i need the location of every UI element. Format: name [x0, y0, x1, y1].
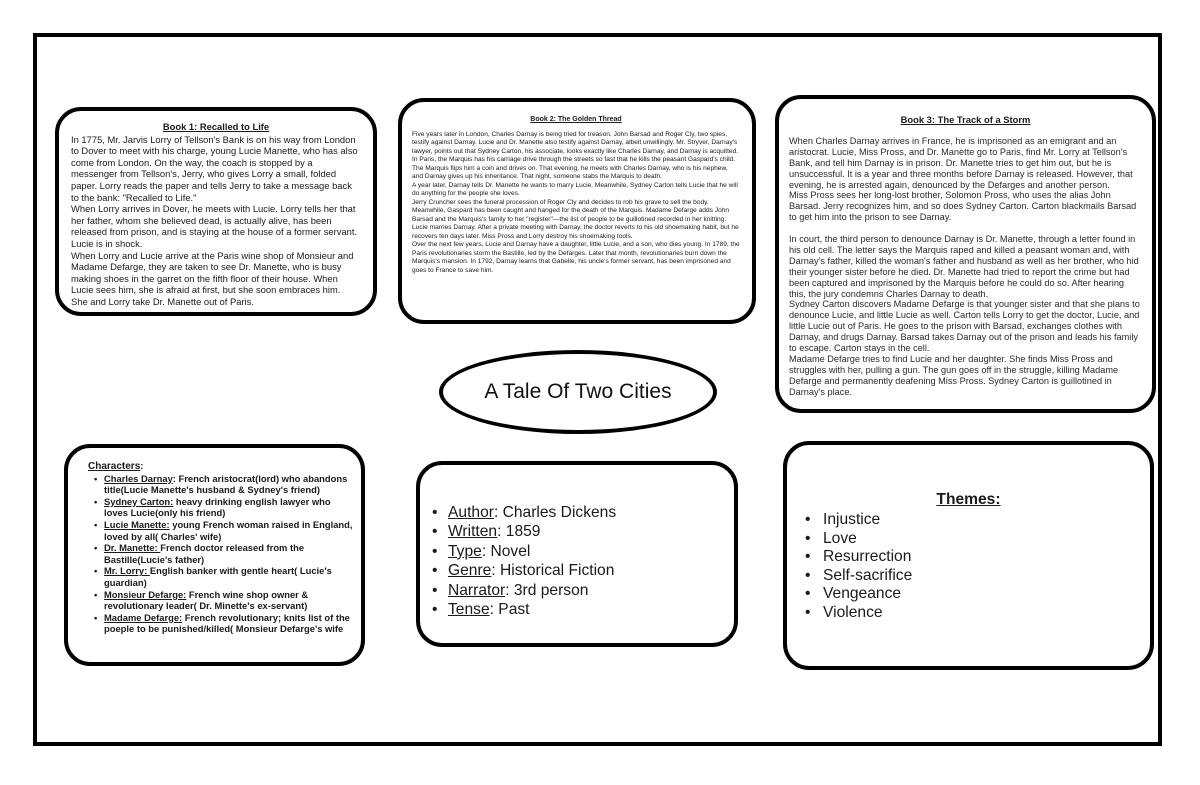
book3-paragraph: Sydney Carton discovers Madame Defarge is that younger sister and that she plans to denounce Lucie, and little Lucie as well. Carton tells Lorry to get the doctor, Lucie, and little Lucie out of Paris. He goes to the prison with Barsad, exchanges clothes with Darnay, and drugs Darnay. Barsad takes Darnay out of the prison and leads his family to escape. Carton stays in the cell. — [789, 299, 1140, 354]
character-desc: French wine shop owner & revolutionary leader( Dr. Minette's ex-servant) — [104, 588, 309, 612]
themes-box — [783, 441, 1154, 670]
theme-item: • Love — [805, 530, 1140, 549]
characters-header-label: Characters — [88, 461, 141, 472]
book3-title: Book 3: The Track of a Storm — [900, 114, 1031, 125]
book2-paragraph: In Paris, the Marquis has his carriage drive through the streets so fast that he kills the peasant Gaspard's child. The Marquis flips him a coin and drives on. That evening, he meets with Charles Darnay, who is his nephew, and Darnay gives up his inheritance. That night, someone stabs the Marquis to death. — [412, 156, 736, 180]
character-item — [96, 589, 353, 612]
book1-paragraph: When Lorry and Lucie arrive at the Paris wine shop of Monsieur and Madame Defarge, they are taken to see Dr. Manette, who is busy making shoes in the garret on the fifth floor of their house. When Lucie sees him, she is afraid at first, but she soon embraces him. — [71, 249, 354, 296]
book2-box — [398, 98, 756, 324]
info-value: : 3rd person — [505, 581, 589, 599]
info-value: : Historical Fiction — [491, 562, 615, 580]
book2-title: Book 2: The Golden Thread — [530, 116, 622, 123]
character-item — [96, 496, 353, 519]
book3-paragraph: In court, the third person to denounce Darnay is Dr. Manette, through a letter found in his old cell. The letter says the Marquis raped and killed a peasant woman and, with Darnay's father, killed the woman's father and husband as well as her brother, who hid their younger sister before he died. Dr. Manette had tried to report the crime but had been captured and imprisoned by the Marquis before he could do so. After hearing this, the jury condemns Charles Darnay to death. — [789, 234, 1139, 299]
book-info-box — [416, 461, 738, 647]
book2-paragraph: Over the next few years, Lucie and Darnay have a daughter, little Lucie, and a son, who dies young. In 1789, the Paris revolutionaries storm the Bastille, led by the Defarges. Later that month, revolutionaries burn down the Marquis's mansion. In 1792, Darnay learns that Gabelle, his uncle's former servant, has been imprisoned and goes to France to save him. — [412, 241, 740, 274]
info-item — [432, 522, 726, 541]
character-name: Dr. Manette: — [104, 542, 161, 554]
character-name: Charles Darnay — [104, 472, 173, 484]
character-desc: English banker with gentle heart( Lucie's guardian) — [104, 565, 332, 588]
character-item — [96, 473, 353, 496]
theme-item: • Resurrection — [805, 548, 1140, 567]
info-label: Genre — [448, 562, 492, 580]
info-item — [432, 561, 726, 580]
info-value: : 1859 — [497, 523, 541, 541]
book1-paragraph: In 1775, Mr. Jarvis Lorry of Tellson's Bank is on his way from London to Dover to meet with his charge, young Lucie Manette, who has also come from London. On the way, the coach is stopped by a messenger from Tellson's, Jerry, who gives Lorry a small, folded paper. Lorry reads the paper and tells Jerry to take a message back to the bank: "Recalled to Life." — [71, 133, 358, 203]
book3-paragraph: Miss Pross sees her long-lost brother, Solomon Pross, who uses the alias John Barsad. Jerry recognizes him, and so does Sydney Carton. Carton blackmails Barsad to get him into the prison to see Darnay. — [789, 190, 1137, 223]
info-label: Written — [448, 523, 498, 541]
book1-paragraph: When Lorry arrives in Dover, he meets with Lucie. Lorry tells her that her father, whom she believed dead, is actually alive, has been released from prison, and is staying at the house of a former servant. Lucie is in shock. — [71, 203, 358, 249]
character-desc: : French aristocrat(lord) who abandons title(Lucie Manette's husband & Sydney's friend) — [104, 472, 348, 496]
book2-paragraph: Jerry Cruncher sees the funeral procession of Roger Cly and decides to rob his grave to sell the body. Meanwhile, Gaspard has been caught and hanged for the death of the Marquis. Madame Defarge adds John Barsad and the Marquis's family to her "register"—the list of people to be guillotined recorded in her knitting. — [412, 198, 730, 223]
book-title: A Tale Of Two Cities — [484, 380, 672, 403]
character-name: Madame Defarge: — [104, 611, 183, 623]
theme-item: • Self-sacrifice — [805, 567, 1140, 586]
character-item — [96, 542, 353, 565]
center-title-ellipse — [439, 350, 717, 434]
info-item — [432, 542, 726, 561]
character-name: Lucie Manette: — [104, 518, 170, 530]
info-item — [432, 600, 726, 619]
themes-list — [797, 511, 1140, 623]
book2-paragraph: Lucie marries Darnay. After a private meeting with Darnay, the doctor reverts to his old shoemaking habit, but he recovers ten days later. Miss Pross and Lorry destroy his shoemaking tools. — [412, 224, 739, 240]
info-label: Type — [448, 542, 482, 560]
theme-item: • Vengeance — [805, 585, 1140, 604]
character-name: Monsieur Defarge: — [104, 588, 187, 600]
characters-list — [88, 473, 353, 635]
character-name: Sydney Carton: — [104, 495, 174, 507]
book1-title: Book 1: Recalled to Life — [162, 121, 270, 132]
book3-paragraph: When Charles Darnay arrives in France, he is imprisoned as an emigrant and an aristocrat. Lucie, Miss Pross, and Dr. Manette go to Paris, find Mr. Lorry at Tellson's Bank, and tell him Darnay is in prison. Dr. Manette tries to get him out, but he is unsuccessful. It is a year and three months before Darnay is released. However, that evening, he is arrested again, denounced by the Defarges and another person. — [789, 135, 1133, 190]
character-desc: heavy drinking english lawyer who loves Lucie(only his friend) — [104, 495, 331, 519]
book2-paragraph: A year later, Darnay tells Dr. Manette he wants to marry Lucie. Meanwhile, Sydney Carton tells Lucie that he will do anything for the people she loves. — [412, 181, 738, 197]
info-label: Narrator — [448, 581, 506, 599]
character-item — [96, 612, 353, 635]
info-item — [432, 503, 726, 522]
character-name: Mr. Lorry: — [104, 565, 150, 577]
book3-paragraph — [789, 223, 1142, 234]
info-label: Author — [448, 504, 494, 521]
info-item — [432, 581, 726, 600]
theme-item: • Violence — [805, 604, 1140, 623]
info-value: : Novel — [481, 542, 531, 560]
character-item — [96, 565, 353, 588]
character-desc: French doctor released from the Bastille(Lucie's father) — [104, 542, 305, 565]
character-item — [96, 519, 353, 542]
character-desc: young French woman raised in England, loved by all( Charles' wife) — [104, 518, 353, 542]
book1-box — [55, 107, 377, 316]
characters-header: Characters: — [88, 460, 144, 472]
book1-paragraph: She and Lorry take Dr. Manette out of Paris. — [71, 295, 254, 307]
book3-paragraph: Madame Defarge tries to find Lucie and her daughter. She finds Miss Pross and struggles with her, pulling a gun. The gun goes off in the struggle, killing Madame Defarge and permanently deafening Miss Pross. Sydney Carton is guillotined in Darnay's place. — [789, 354, 1119, 397]
info-label: Tense — [448, 601, 490, 619]
info-value: : Past — [489, 601, 530, 619]
book-info-list — [432, 503, 726, 619]
characters-box — [64, 444, 365, 666]
info-value: : Charles Dickens — [493, 504, 617, 521]
character-desc: French revolutionary; knits list of the poeple to be punished/killed( Monsieur Defarge's wife — [104, 611, 350, 635]
themes-header: Themes: — [936, 491, 1001, 508]
book2-paragraph: Five years later in London, Charles Darnay is being tried for treason. John Barsad and Roger Cly, two spies, testify against Darnay. Lucie and Dr. Manette also testify against Darnay, albeit unwillingly. Mr. Stryver, Darnay's lawyer, points out that Sydney Carton, his associate, looks exactly like Charles Darnay, and Darnay is acquitted. — [412, 130, 739, 155]
theme-item: • Injustice — [805, 511, 1140, 530]
book3-box — [775, 95, 1156, 413]
